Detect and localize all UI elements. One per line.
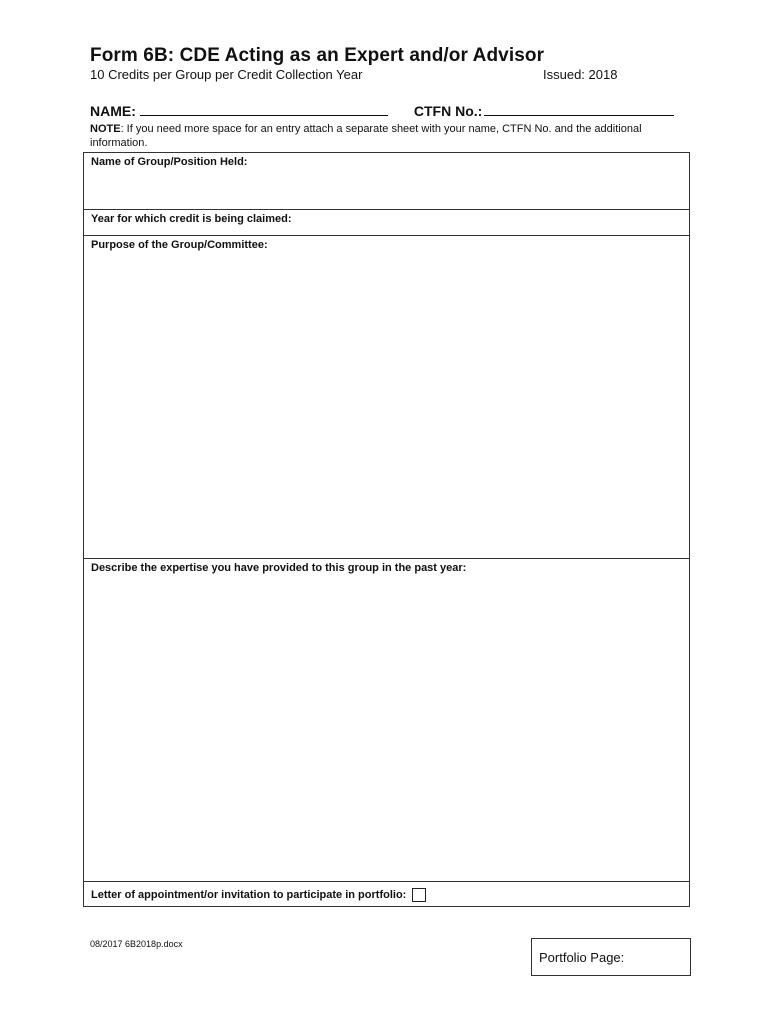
letter-row xyxy=(84,881,689,907)
expertise-field[interactable] xyxy=(84,558,689,881)
note-label: NOTE xyxy=(90,123,121,135)
issued-date: Issued: 2018 xyxy=(543,67,618,82)
name-field[interactable] xyxy=(140,101,388,116)
note-text xyxy=(90,122,690,150)
letter-label: Letter of appointment/or invitation to participate in portfolio: xyxy=(91,889,407,901)
purpose-field[interactable] xyxy=(84,235,689,558)
letter-row-content xyxy=(91,888,426,902)
group-position-label: Name of Group/Position Held: xyxy=(91,156,248,168)
form-title: Form 6B: CDE Acting as an Expert and/or Advisor xyxy=(90,45,545,66)
letter-checkbox[interactable] xyxy=(412,888,426,902)
purpose-label: Purpose of the Group/Committee: xyxy=(91,239,268,251)
year-field[interactable] xyxy=(84,209,689,235)
expertise-label: Describe the expertise you have provided to this group in the past year: xyxy=(91,562,467,574)
form-subtitle: 10 Credits per Group per Credit Collection Year xyxy=(90,67,363,82)
note-body: : If you need more space for an entry attach a separate sheet with your name, CTFN No. and the additional information. xyxy=(90,123,642,149)
year-label: Year for which credit is being claimed: xyxy=(91,213,292,225)
portfolio-page-box[interactable] xyxy=(531,938,691,976)
form-table xyxy=(83,152,690,907)
ctfn-label: CTFN No.: xyxy=(413,103,483,119)
identity-row xyxy=(90,101,674,119)
document-code: 08/2017 6B2018p.docx xyxy=(90,939,183,949)
ctfn-field[interactable] xyxy=(484,101,674,116)
name-label: NAME: xyxy=(90,103,136,119)
group-position-field[interactable] xyxy=(84,153,689,209)
portfolio-page-label: Portfolio Page: xyxy=(539,950,625,965)
